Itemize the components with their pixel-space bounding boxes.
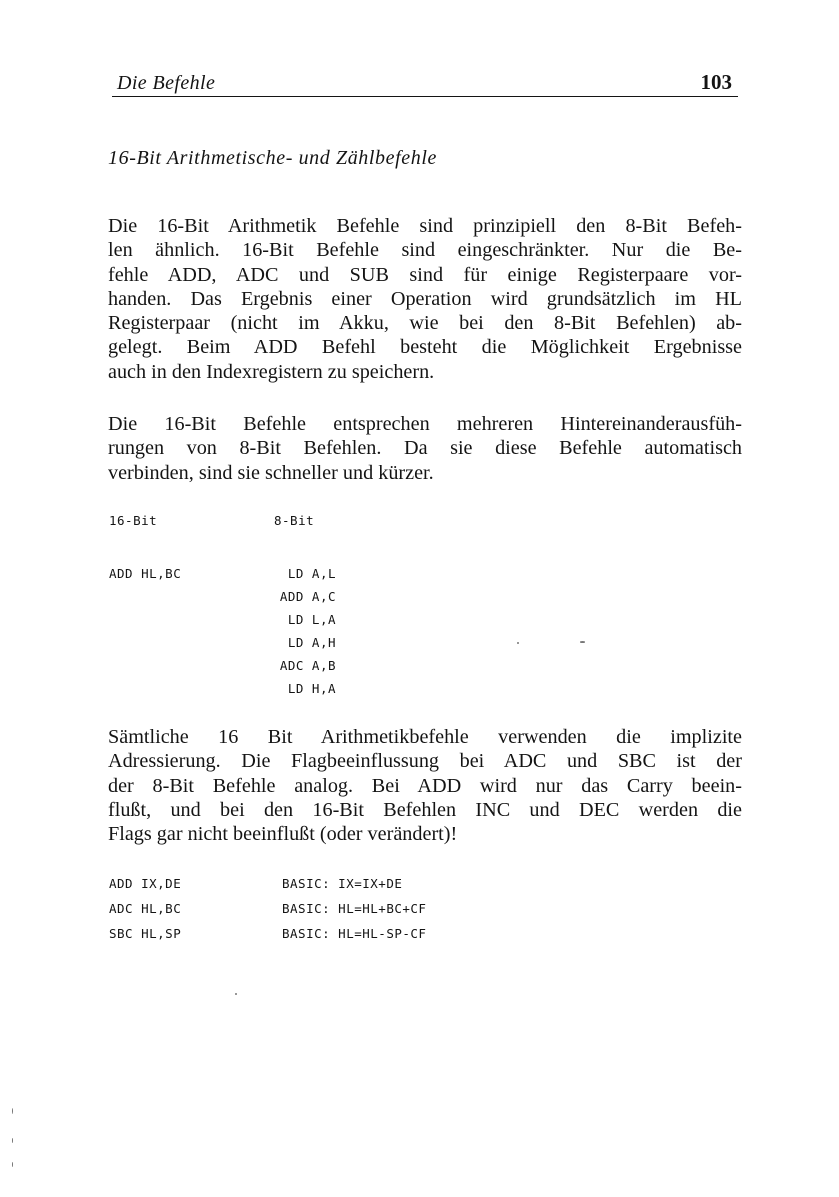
paragraph-line: handen. Das Ergebnis einer Operation wird grundsätzlich im HL — [108, 287, 742, 310]
scan-speck — [580, 641, 585, 643]
basic-equivalent: BASIC: IX=IX+DE — [282, 876, 403, 891]
paragraph-line: rungen von 8-Bit Befehlen. Da sie diese Befehle automatisch — [108, 437, 742, 460]
paragraph-1 — [108, 214, 742, 384]
code-16bit-instruction: ADD HL,BC — [109, 566, 182, 581]
basic-instruction: ADC HL,BC — [109, 901, 182, 916]
paragraph-line: Sämtliche 16 Bit Arithmetikbefehle verwenden die implizite — [108, 726, 742, 748]
paragraph-line: len ähnlich. 16-Bit Befehle sind eingeschränkter. Nur die Be- — [108, 239, 742, 262]
paragraph-line: fehle ADD, ADC und SUB sind für einige Registerpaare vor- — [108, 263, 742, 286]
header-title: Die Befehle — [117, 72, 216, 94]
code-8bit-line: LD H,A — [287, 681, 336, 696]
basic-instruction: ADD IX,DE — [109, 876, 182, 891]
paragraph-line: Registerpaar (nicht im Akku, wie bei den 8-Bit Befehlen) ab- — [108, 312, 742, 335]
scan-speck — [235, 993, 237, 995]
code-8bit-line: ADD A,C — [279, 589, 336, 604]
scan-speck — [12, 1108, 13, 1114]
code-8bit-line: LD A,H — [287, 635, 336, 650]
paragraph-line: verbinden, sind sie schneller und kürzer. — [108, 461, 434, 484]
page-number: 103 — [700, 70, 732, 94]
basic-equivalent: BASIC: HL=HL-SP-CF — [282, 926, 427, 941]
code-8bit-line: ADC A,B — [279, 658, 336, 673]
paragraph-line: der 8-Bit Befehle analog. Bei ADD wird nur das Carry beein- — [108, 774, 742, 797]
scan-speck — [12, 1162, 13, 1167]
paragraph-3 — [108, 725, 742, 846]
code-8bit-line: LD A,L — [287, 566, 336, 581]
code-8bit-line: LD L,A — [287, 612, 336, 627]
col-header-8bit: 8-Bit — [274, 513, 315, 528]
paragraph-line: Die 16-Bit Arithmetik Befehle sind prinzipiell den 8-Bit Befeh- — [108, 215, 742, 237]
paragraph-line: Die 16-Bit Befehle entsprechen mehreren Hintereinanderausfüh- — [108, 413, 742, 435]
paragraph-line: Flags gar nicht beeinflußt (oder verändert)! — [108, 823, 458, 846]
paragraph-2 — [108, 412, 742, 485]
paragraph-line: gelegt. Beim ADD Befehl besteht die Möglichkeit Ergebnisse — [108, 336, 742, 359]
paragraph-line: auch in den Indexregistern zu speichern. — [108, 360, 435, 383]
page-header — [112, 70, 738, 97]
scan-speck — [12, 1138, 13, 1143]
col-header-16bit: 16-Bit — [109, 513, 158, 528]
paragraph-line: flußt, und bei den 16-Bit Befehlen INC und DEC werden die — [108, 798, 742, 821]
scan-speck — [517, 642, 519, 644]
paragraph-line: Adressierung. Die Flagbeeinflussung bei ADC und SBC ist der — [108, 750, 742, 773]
basic-instruction: SBC HL,SP — [109, 926, 182, 941]
section-title: 16-Bit Arithmetische- und Zählbefehle — [108, 147, 437, 169]
basic-equivalent: BASIC: HL=HL+BC+CF — [282, 901, 427, 916]
